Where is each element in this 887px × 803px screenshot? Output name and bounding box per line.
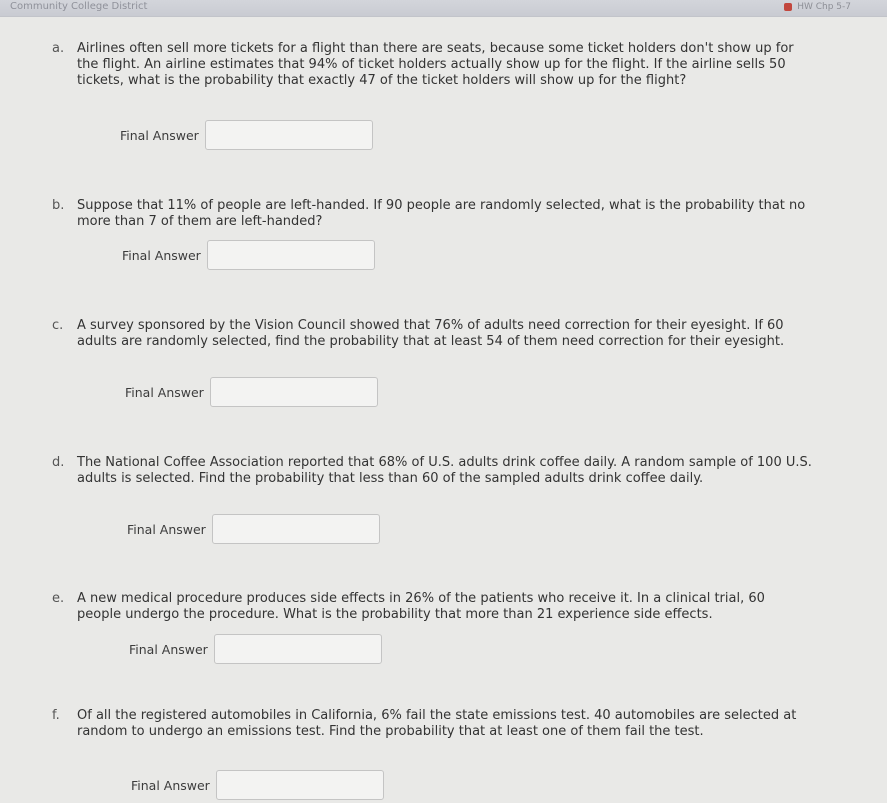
answer-row-e (129, 634, 382, 664)
question-letter: e. (52, 591, 65, 606)
assignment-title: HW Chp 5-7 (797, 2, 851, 12)
question-letter: c. (52, 318, 64, 333)
question-c (52, 318, 812, 350)
final-answer-input-f[interactable] (216, 770, 384, 800)
question-letter: d. (52, 455, 65, 470)
site-name: Community College District (10, 1, 148, 12)
question-text: A new medical procedure produces side effects in 26% of the patients who receive it. In a clinical trial, 60 people undergo the procedure. What is the probability that more than 21 experience side effects. (77, 591, 765, 622)
question-a (52, 41, 812, 89)
top-bar (0, 0, 887, 17)
final-answer-label: Final Answer (125, 384, 204, 400)
assignment-icon (784, 3, 792, 11)
question-letter: b. (52, 198, 65, 213)
question-text: The National Coffee Association reported that 68% of U.S. adults drink coffee daily. A random sample of 100 U.S. adults is selected. Find the probability that less than 60 of the sampled adults drink coffee daily. (77, 455, 812, 486)
assignment-badge[interactable] (784, 2, 851, 12)
question-letter: f. (52, 708, 60, 723)
final-answer-input-c[interactable] (210, 377, 378, 407)
answer-row-c (125, 377, 378, 407)
final-answer-input-d[interactable] (212, 514, 380, 544)
final-answer-input-a[interactable] (205, 120, 373, 150)
final-answer-input-b[interactable] (207, 240, 375, 270)
question-f (52, 708, 812, 740)
question-text: Suppose that 11% of people are left-handed. If 90 people are randomly selected, what is the probability that no more than 7 of them are left-handed? (77, 198, 806, 229)
question-e (52, 591, 812, 623)
final-answer-input-e[interactable] (214, 634, 382, 664)
answer-row-f (131, 770, 384, 800)
question-letter: a. (52, 41, 65, 56)
question-text: Of all the registered automobiles in California, 6% fail the state emissions test. 40 automobiles are selected at random to undergo an emissions test. Find the probability that at least one of them fail the test. (77, 708, 797, 739)
final-answer-label: Final Answer (122, 247, 201, 263)
question-text: A survey sponsored by the Vision Council showed that 76% of adults need correction for their eyesight. If 60 adults are randomly selected, find the probability that at least 54 of them need correction for their eyesight. (77, 318, 785, 349)
question-text: Airlines often sell more tickets for a flight than there are seats, because some ticket holders don't show up for the flight. An airline estimates that 94% of ticket holders actually show up for the flight. If the airline sells 50 tickets, what is the probability that exactly 47 of the ticket holders will show up for the flight? (77, 41, 794, 88)
question-b (52, 198, 812, 230)
final-answer-label: Final Answer (131, 777, 210, 793)
final-answer-label: Final Answer (120, 127, 199, 143)
answer-row-d (127, 514, 380, 544)
final-answer-label: Final Answer (129, 641, 208, 657)
final-answer-label: Final Answer (127, 521, 206, 537)
answer-row-b (122, 240, 375, 270)
answer-row-a (120, 120, 373, 150)
question-d (52, 455, 812, 487)
